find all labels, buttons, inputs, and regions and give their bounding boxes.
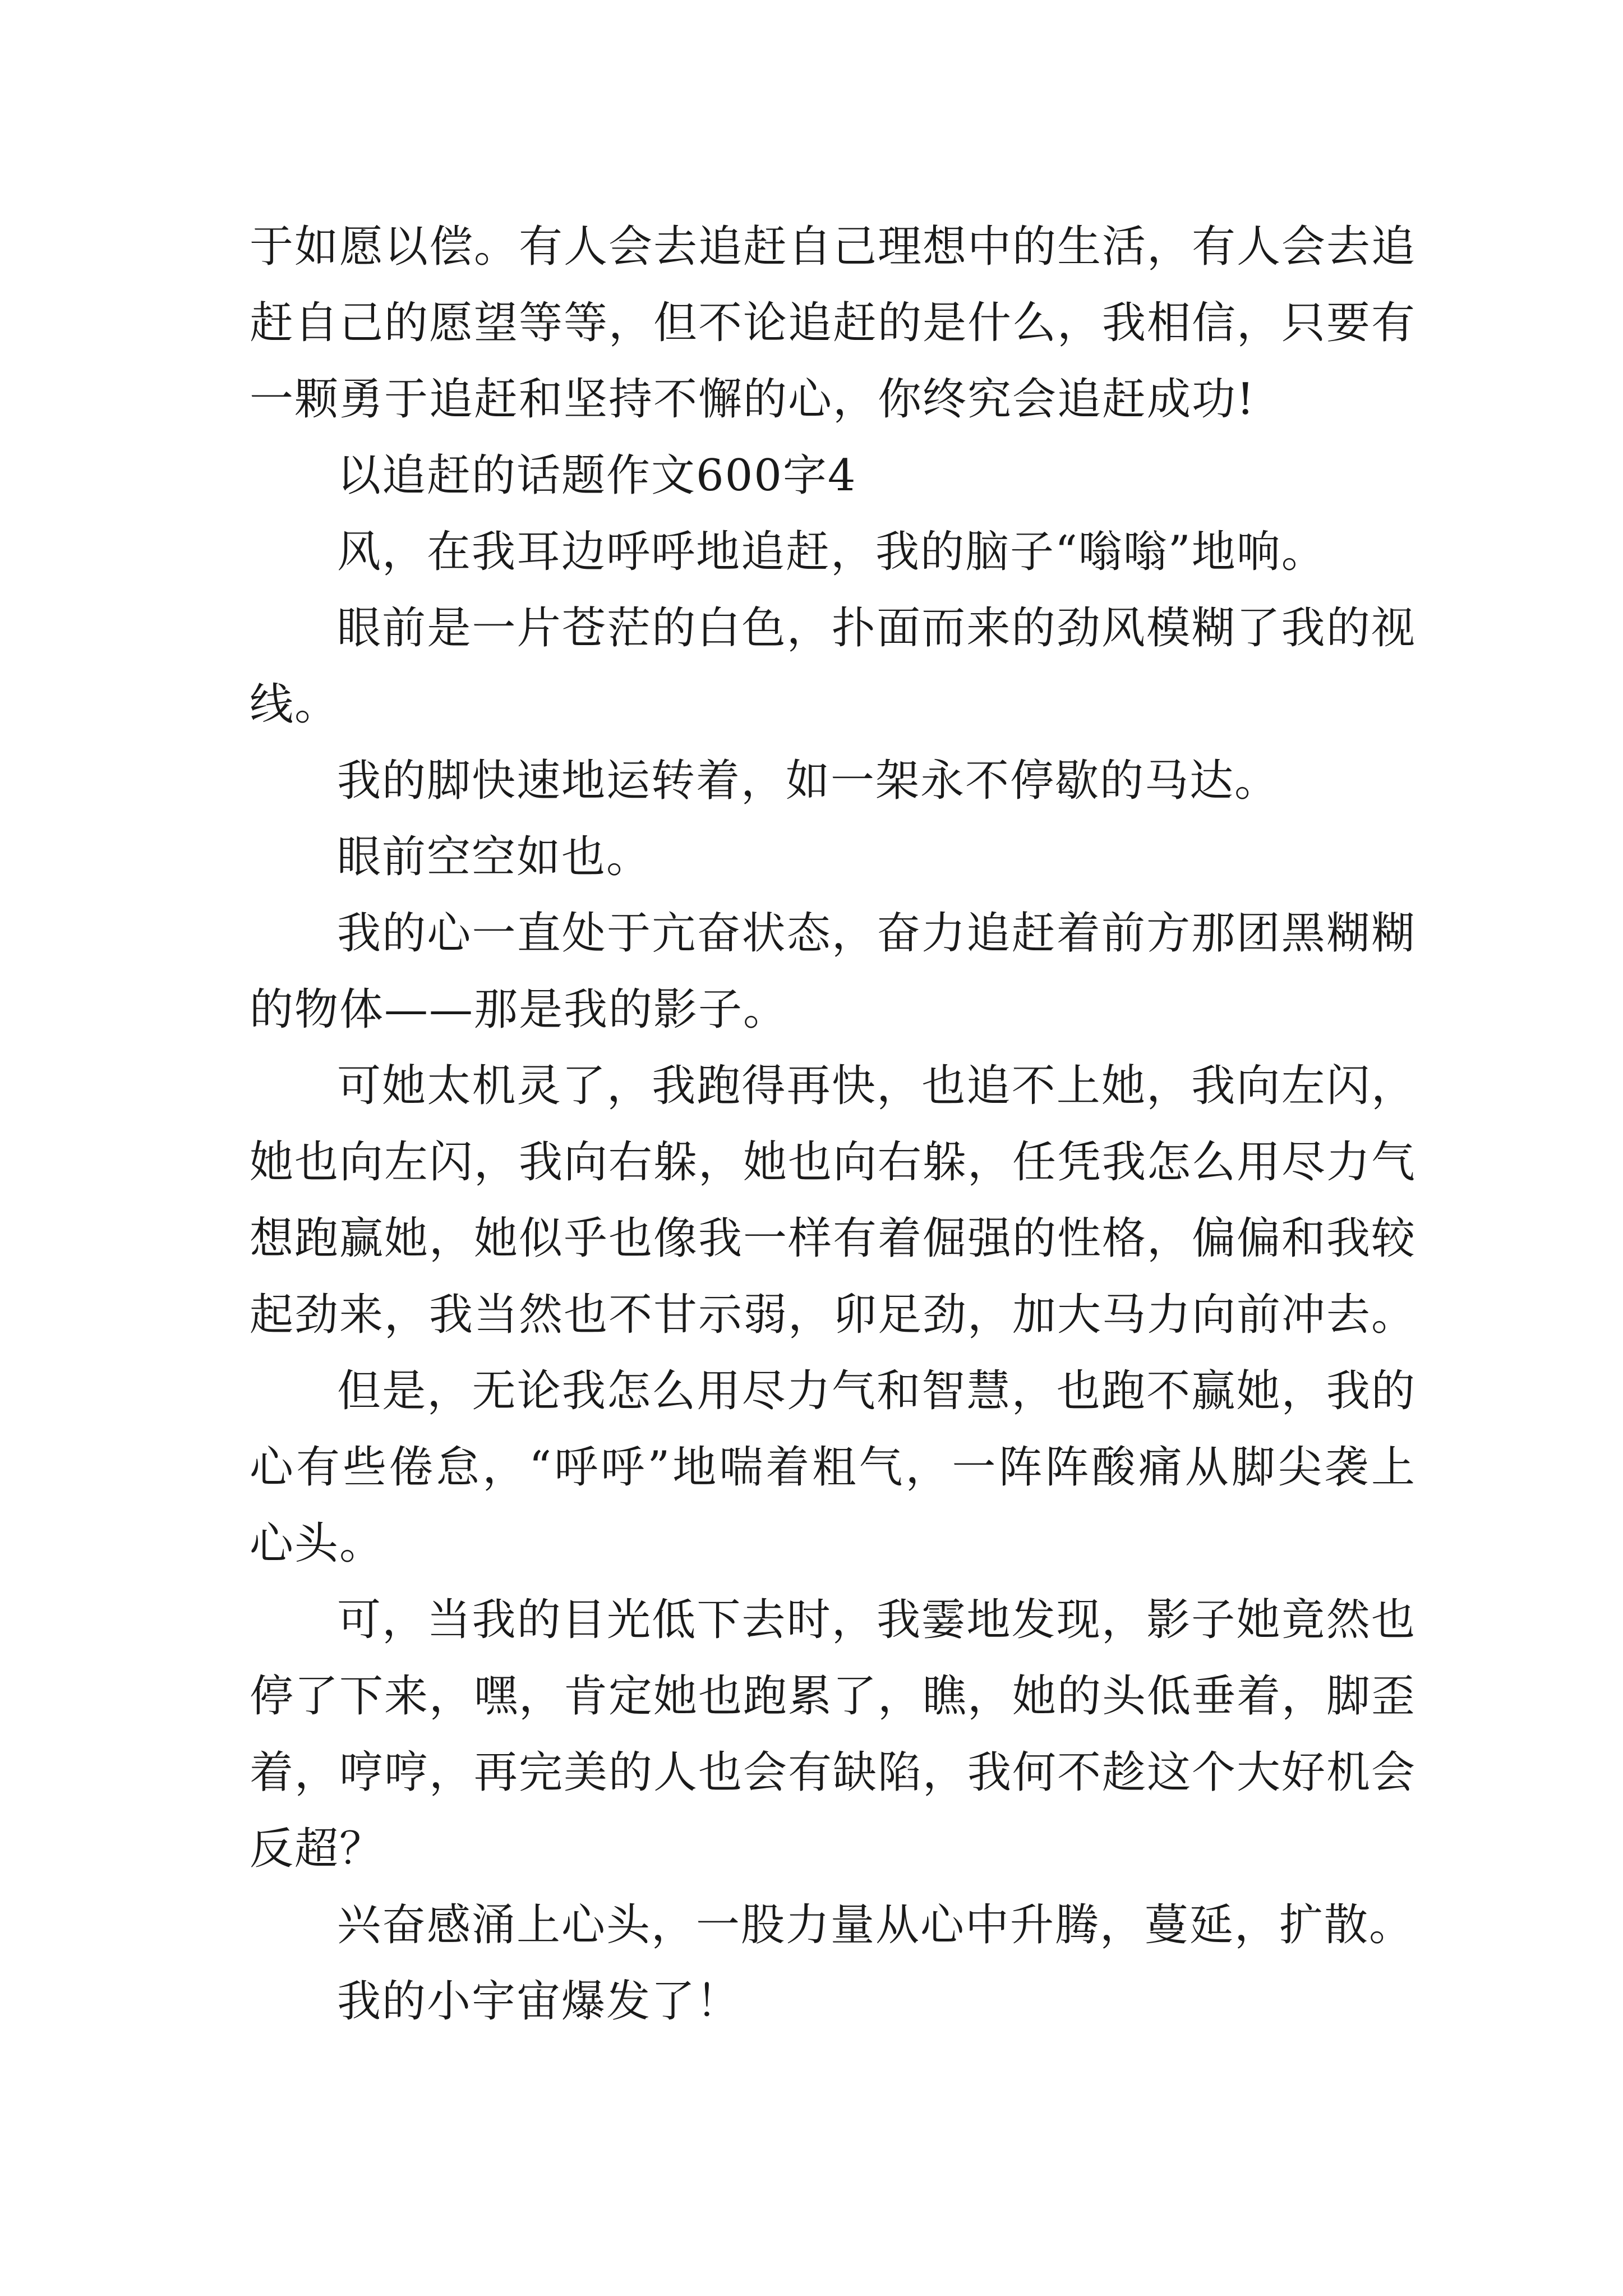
paragraph: 可她太机灵了，我跑得再快，也追不上她，我向左闪，她也向左闪，我向右躲，她也向右躲，任凭我怎么用尽力气想跑赢她，她似乎也像我一样有着倔强的性格，偏偏和我较起劲来，我当然也不甘示弱，卯足劲，加大马力向前冲去。 xyxy=(250,1061,1417,1340)
paragraph: 可，当我的目光低下去时，我霎地发现，影子她竟然也停了下来，嘿，肯定她也跑累了，瞧，她的头低垂着，脚歪着，哼哼，再完美的人也会有缺陷，我何不趁这个大好机会反超？ xyxy=(250,1595,1417,1874)
paragraph: 风，在我耳边呼呼地追赶，我的脑子“嗡嗡”地响。 xyxy=(337,527,1326,577)
essay-body xyxy=(250,209,1416,2040)
paragraph: 我的心一直处于亢奋状态，奋力追赶着前方那团黑糊糊的物体——那是我的影子。 xyxy=(250,908,1416,1035)
paragraph: 兴奋感涌上心头，一股力量从心中升腾，蔓延，扩散。 xyxy=(337,1900,1414,1950)
paragraph: 眼前是一片苍茫的白色，扑面而来的劲风模糊了我的视线。 xyxy=(250,603,1416,730)
paragraph: 我的小宇宙爆发了！ xyxy=(337,1976,741,2027)
essay-heading: 以追赶的话题作文600字4 xyxy=(337,450,857,501)
paragraph-continuation: 于如愿以偿。有人会去追赶自己理想中的生活，有人会去追赶自己的愿望等等，但不论追赶的是什么，我相信，只要有一颗勇于追赶和坚持不懈的心，你终究会追赶成功! xyxy=(250,222,1417,425)
paragraph: 但是，无论我怎么用尽力气和智慧，也跑不赢她，我的心有些倦怠，“呼呼”地喘着粗气，一阵阵酸痛从脚尖袭上心头。 xyxy=(250,1366,1416,1569)
paragraph: 我的脚快速地运转着，如一架永不停歇的马达。 xyxy=(337,756,1280,806)
paragraph: 眼前空空如也。 xyxy=(337,832,652,882)
